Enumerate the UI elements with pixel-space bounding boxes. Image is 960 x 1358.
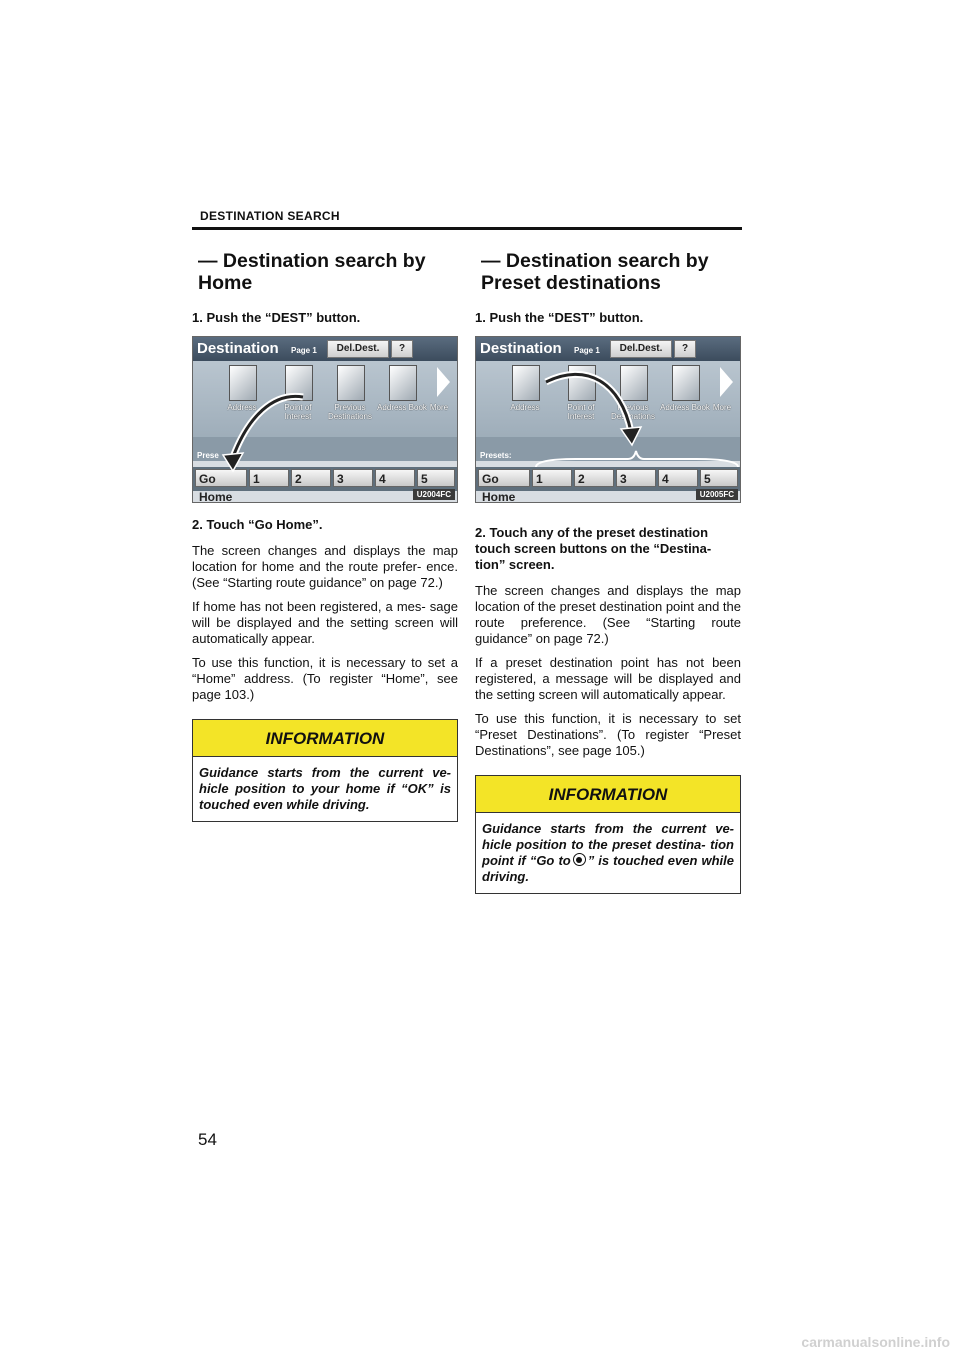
del-dest-button: Del.Dest. bbox=[610, 340, 672, 358]
screen-title: Destination bbox=[480, 340, 562, 357]
step-2-presets: 2. Touch any of the preset destination touch screen buttons on the “Destina- tion” screen. bbox=[475, 525, 712, 572]
information-text: Guidance starts from the current ve- hicle position to your home if “OK” is touched even while driving. bbox=[199, 765, 451, 812]
screen-page-label: Page 1 bbox=[291, 346, 317, 355]
figure-code: U2005FC bbox=[696, 489, 738, 500]
preset-key: 3 bbox=[333, 469, 373, 487]
preset-key: 1 bbox=[532, 469, 572, 487]
icon-label: More bbox=[429, 403, 449, 412]
help-button: ? bbox=[391, 340, 413, 358]
information-heading: INFORMATION bbox=[193, 720, 457, 757]
information-box-presets bbox=[475, 775, 741, 894]
header-rule bbox=[192, 227, 742, 230]
arrow-icon bbox=[476, 337, 740, 502]
section-header: DESTINATION SEARCH bbox=[200, 209, 340, 223]
paragraph: The screen changes and displays the map location of the preset destination point and the route preference. (See “Starting route guidance” on page 72.) bbox=[475, 583, 741, 646]
paragraph: To use this function, it is necessary to set “Preset Destinations”. (To register “Preset Destinations”, see page 105.) bbox=[475, 711, 741, 758]
presets-label: Prese bbox=[197, 451, 219, 460]
icon-label: Point of Interest bbox=[284, 403, 312, 421]
section-title-home: — Destination search by Home bbox=[198, 250, 426, 294]
screen-page-label: Page 1 bbox=[574, 346, 600, 355]
presets-label: Presets: bbox=[480, 451, 512, 460]
paragraph: To use this function, it is necessary to set a “Home” address. (To register “Home”, see page 103.) bbox=[192, 655, 458, 702]
paragraph: The screen changes and displays the map location for home and the route prefer- ence. (See “Starting route guidance” on page 72.) bbox=[192, 543, 458, 590]
preset-key: 1 bbox=[249, 469, 289, 487]
icon-label: Address Book bbox=[377, 403, 427, 412]
information-text bbox=[476, 813, 740, 893]
screen-title: Destination bbox=[197, 340, 279, 357]
page-number: 54 bbox=[198, 1130, 217, 1149]
column-home bbox=[192, 250, 458, 822]
column-presets bbox=[475, 250, 741, 894]
icon-label: Previous Destinations bbox=[610, 403, 656, 421]
preset-key: 3 bbox=[616, 469, 656, 487]
step-1-presets: 1. Push the “DEST” button. bbox=[475, 310, 644, 325]
preset-key: 5 bbox=[417, 469, 455, 487]
preset-key: 5 bbox=[700, 469, 738, 487]
icon-label: Point of Interest bbox=[567, 403, 595, 421]
information-box-home bbox=[192, 719, 458, 822]
figure-code: U2004FC bbox=[413, 489, 455, 500]
go-home-key: Go Home bbox=[478, 469, 530, 487]
icon-label: More bbox=[712, 403, 732, 412]
icon-label: Address bbox=[510, 403, 540, 412]
icon-label: Address bbox=[227, 403, 257, 412]
icon-label: Previous Destinations bbox=[327, 403, 373, 421]
arrow-icon bbox=[193, 337, 457, 502]
information-text-end: ” is touched even while driving. bbox=[482, 853, 734, 884]
destination-screen-illustration-presets bbox=[475, 336, 741, 503]
section-title-presets: — Destination search by Preset destinations bbox=[481, 250, 709, 294]
information-heading: INFORMATION bbox=[476, 776, 740, 813]
preset-key: 2 bbox=[291, 469, 331, 487]
preset-key: 2 bbox=[574, 469, 614, 487]
paragraph: If home has not been registered, a mes- sage will be displayed and the setting screen will automatically appear. bbox=[192, 599, 458, 646]
del-dest-button: Del.Dest. bbox=[327, 340, 389, 358]
destination-screen-illustration-home bbox=[192, 336, 458, 503]
step-2-home: 2. Touch “Go Home”. bbox=[192, 517, 323, 532]
information-text-start: Guidance starts from the current ve- hicle position to the preset destina- tion point if “Go to bbox=[482, 821, 734, 868]
go-home-key: Go Home bbox=[195, 469, 247, 487]
preset-key: 4 bbox=[658, 469, 698, 487]
preset-key: 4 bbox=[375, 469, 415, 487]
target-icon bbox=[573, 853, 586, 866]
step-1-home: 1. Push the “DEST” button. bbox=[192, 310, 361, 325]
help-button: ? bbox=[674, 340, 696, 358]
icon-label: Address Book bbox=[660, 403, 710, 412]
paragraph: If a preset destination point has not been registered, a message will be displayed and the setting screen will automatically appear. bbox=[475, 655, 741, 702]
watermark: carmanualsonline.info bbox=[801, 1334, 950, 1350]
